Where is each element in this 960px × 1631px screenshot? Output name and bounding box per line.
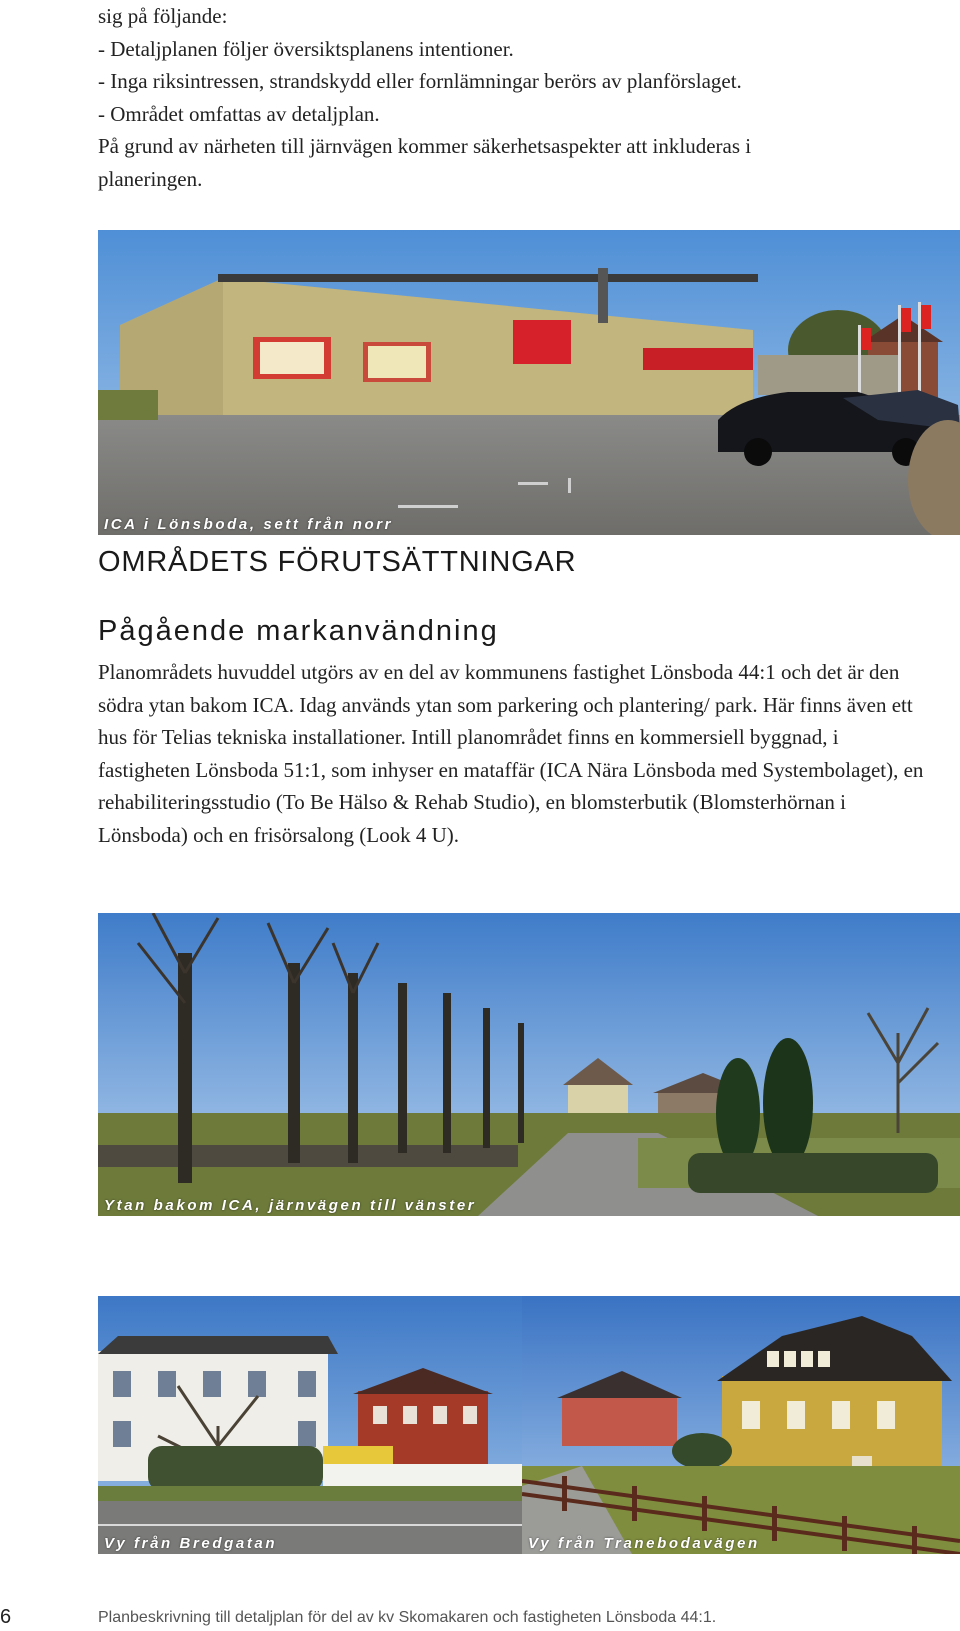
ica-store-image — [98, 230, 960, 535]
intro-line: - Inga riksintressen, strandskydd eller fornlämningar berörs av planförslaget. — [98, 69, 742, 93]
photo-caption: Vy från Bredgatan — [104, 1535, 278, 1552]
bredgatan-image — [98, 1296, 522, 1554]
intro-text — [98, 0, 938, 195]
section-heading: OMRÅDETS FÖRUTSÄTTNINGAR — [98, 546, 577, 578]
intro-line: På grund av närheten till järnvägen kommer säkerhetsaspekter att inkluderas i — [98, 134, 752, 158]
section-subheading: Pågående markanvändning — [98, 615, 499, 647]
page-number: 6 — [0, 1606, 12, 1628]
tranebodavagen-image — [522, 1296, 960, 1554]
intro-line: - Detaljplanen följer översiktsplanens intentioner. — [98, 36, 514, 61]
photo-view-bredgatan — [98, 1296, 522, 1554]
photo-view-tranebodavagen — [522, 1296, 960, 1554]
photo-caption: Ytan bakom ICA, järnvägen till vänster — [104, 1197, 477, 1214]
photo-ica-store — [98, 230, 960, 535]
photo-caption: Vy från Tranebodavägen — [528, 1535, 760, 1552]
intro-line: - Området omfattas av detaljplan. — [98, 101, 380, 126]
photo-area-behind-ica — [98, 913, 960, 1216]
footer-title: Planbeskrivning till detaljplan för del av kv Skomakaren och fastigheten Lönsboda 44:1. — [98, 1609, 717, 1626]
intro-line: sig på följande: — [98, 4, 228, 28]
section-paragraph: Planområdets huvuddel utgörs av en del av kommunens fastighet Lönsboda 44:1 och det är den södra ytan bakom ICA. Idag används ytan som parkering och plantering/ park. Här finns även ett hus för Telias tekniska installationer. Intill planområdet finns en kommersiell byggnad, i fastigheten Lönsboda 51:1, som inhyser en mataffär (ICA Nära Lönsboda med Systembolaget), en rehabiliteringsstudio (To Be Hälso & Rehab Studio), en blomsterbutik (Blomsterhörnan i Lönsboda) och en frisörsalong (Look 4 U). — [98, 660, 924, 847]
area-behind-ica-image — [98, 913, 960, 1216]
photo-caption: ICA i Lönsboda, sett från norr — [104, 516, 394, 533]
intro-line: planeringen. — [98, 166, 203, 191]
